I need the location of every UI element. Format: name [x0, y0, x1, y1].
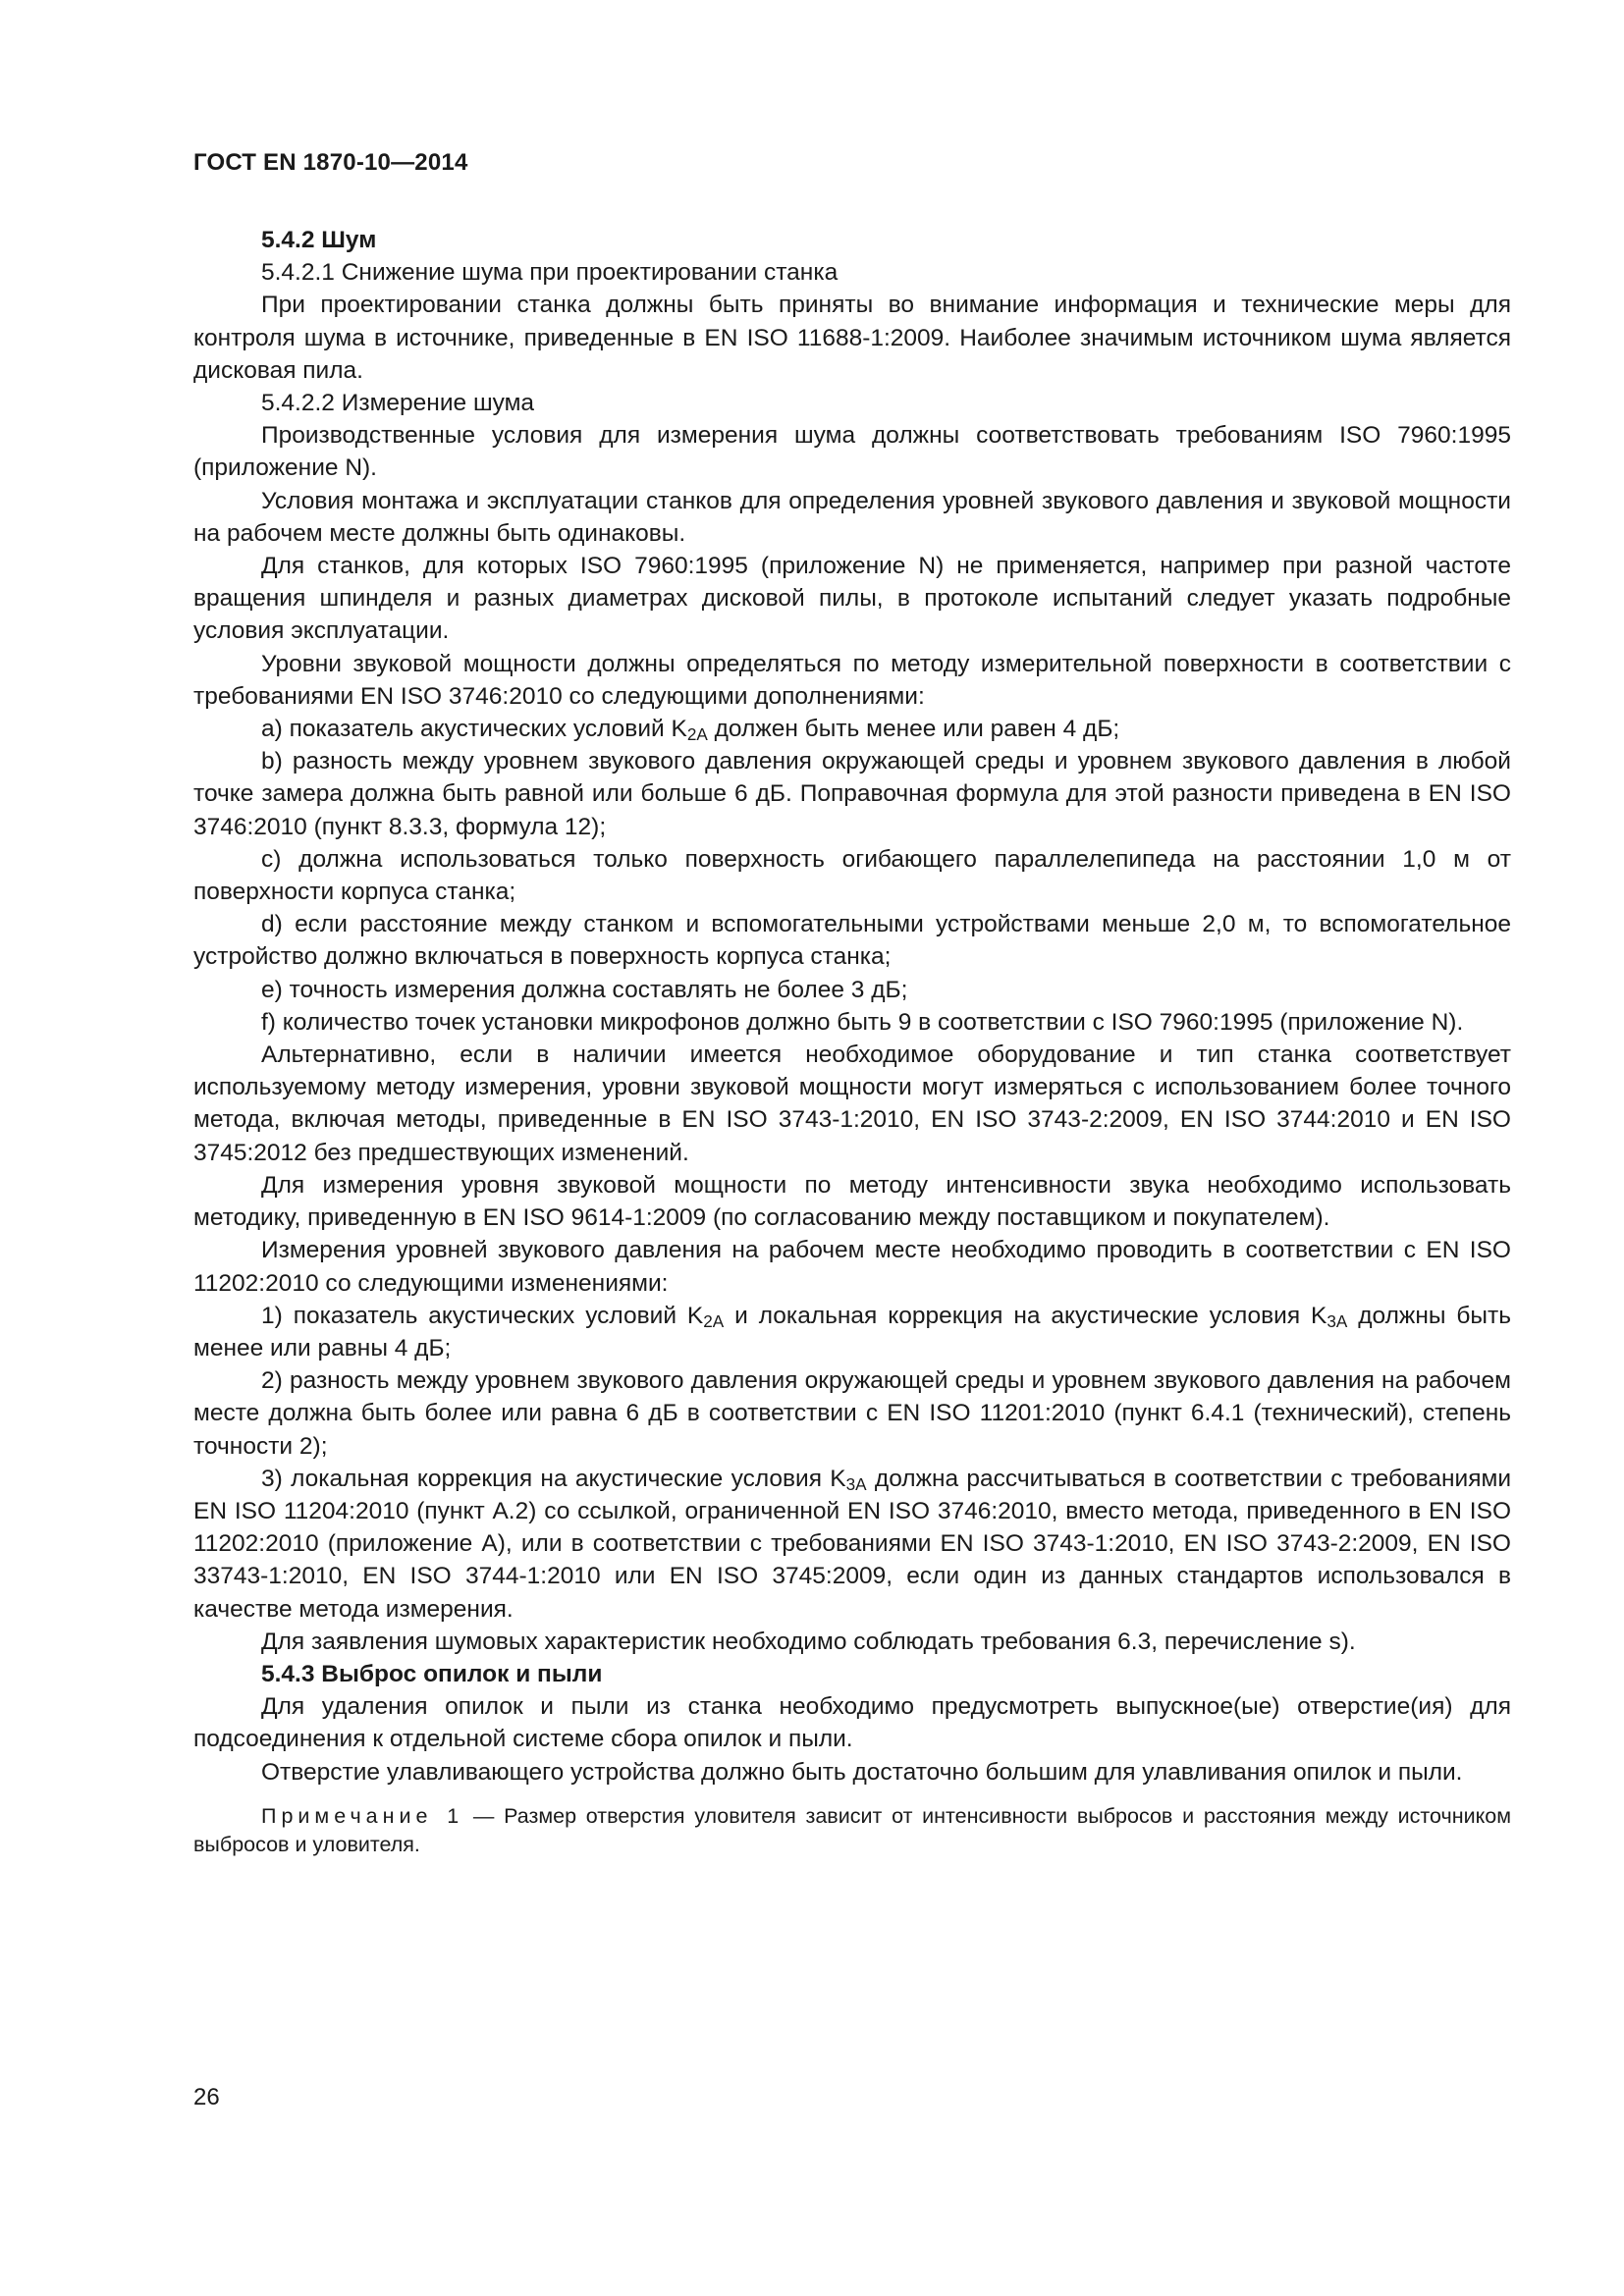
list-item-a: a) показатель акустических условий $K_{2A}$ должен быть менее или равен 4 дБ;	[261, 716, 1120, 745]
note-text: — Размер отверстия уловителя зависит от интенсивности выбросов и расстояния между источником выбросов и уловителя.	[193, 1803, 1511, 1856]
list-item-3: 3) локальная коррекция на акустические условия $K_{3A}$ должна рассчитываться в соответствии с требованиями EN ISO 11204:2010 (пункт А.2) со ссылкой, ограниченной EN ISO 3746:2010, вместо метода, приведенного в EN ISO 11202:2010 (приложение А), или в соответствии с требованиями EN ISO 3743-1:2010, EN ISO 3743-2:2009, EN ISO 33743-1:2010, EN ISO 3744-1:2010 или EN ISO 3745:2009, если один из данных стандартов использовался в качестве метода измерения.	[193, 1465, 1512, 1623]
paragraph: При проектировании станка должны быть приняты во внимание информация и технические меры для контроля шума в источнике, приведенные в EN ISO 11688-1:2009. Наиболее значимым источником шума является дисковая пила.	[193, 292, 1511, 384]
paragraph: Уровни звуковой мощности должны определяться по методу измерительной поверхности в соответствии с требованиями EN ISO 3746:2010 со следующими дополнениями:	[193, 650, 1511, 710]
list-item-2: 2) разность между уровнем звукового давления окружающей среды и уровнем звукового давления на рабочем месте должна быть более или равна 6 дБ в соответствии с EN ISO 11201:2010 (пункт 6.4.1 (технический), степень точности 2);	[193, 1367, 1511, 1460]
document-header: ГОСТ EN 1870-10—2014	[193, 149, 468, 176]
paragraph: Альтернативно, если в наличии имеется необходимое оборудование и тип станка соответствует используемому методу измерения, уровни звуковой мощности могут измеряться с использованием более точного метода, включая методы, приведенные в EN ISO 3743-1:2010, EN ISO 3743-2:2009, EN ISO 3744:2010 и EN ISO 3745:2012 без предшествующих изменений.	[193, 1041, 1511, 1166]
list-item-1: 1) показатель акустических условий $K_{2A}$ и локальная коррекция на акустические условия $K_{3A}$ должны быть менее или равны 4 дБ;	[193, 1302, 1511, 1362]
paragraph: Для измерения уровня звуковой мощности по методу интенсивности звука необходимо использовать методику, приведенную в EN ISO 9614-1:2009 (по согласованию между поставщиком и покупателем).	[193, 1171, 1511, 1232]
paragraph: Условия монтажа и эксплуатации станков для определения уровней звукового давления и звуковой мощности на рабочем месте должны быть одинаковы.	[193, 487, 1511, 547]
paragraph: Для станков, для которых ISO 7960:1995 (приложение N) не применяется, например при разной частоте вращения шпинделя и разных диаметрах дисковой пилы, в протоколе испытаний следует указать подробные условия эксплуатации.	[193, 553, 1511, 645]
section-heading-5-4-2: 5.4.2 Шум	[261, 227, 377, 253]
section-heading-5-4-3: 5.4.3 Выброс опилок и пыли	[261, 1660, 603, 1687]
document-body	[193, 224, 1511, 1859]
list-item-c: c) должна использоваться только поверхность огибающего параллелепипеда на расстоянии 1,0 м от поверхности корпуса станка;	[193, 845, 1511, 906]
note-label: Примечание 1	[261, 1803, 464, 1828]
subsection-heading-5-4-2-1: 5.4.2.1 Снижение шума при проектировании станка	[261, 259, 839, 287]
list-item-f: f) количество точек установки микрофонов должно быть 9 в соответствии с ISO 7960:1995 (приложение N).	[261, 1008, 1464, 1036]
note	[193, 1802, 1511, 1859]
paragraph: Производственные условия для измерения шума должны соответствовать требованиям ISO 7960:1995 (приложение N).	[193, 422, 1511, 482]
paragraph: Для удаления опилок и пыли из станка необходимо предусмотреть выпускное(ые) отверстие(ия) для подсоединения к отдельной системе сбора опилок и пыли.	[193, 1693, 1511, 1753]
paragraph: Измерения уровней звукового давления на рабочем месте необходимо проводить в соответствии с EN ISO 11202:2010 со следующими изменениями:	[193, 1237, 1511, 1297]
page-number: 26	[193, 2084, 220, 2110]
paragraph: Для заявления шумовых характеристик необходимо соблюдать требования 6.3, перечисление s).	[261, 1628, 1356, 1655]
list-item-b: b) разность между уровнем звукового давления окружающей среды и уровнем звукового давления в любой точке замера должна быть равной или больше 6 дБ. Поправочная формула для этой разности приведена в EN ISO 3746:2010 (пункт 8.3.3, формула 12);	[193, 748, 1511, 840]
paragraph: Отверстие улавливающего устройства должно быть достаточно большим для улавливания опилок и пыли.	[261, 1758, 1463, 1786]
list-item-e: e) точность измерения должна составлять не более 3 дБ;	[261, 976, 908, 1003]
list-item-d: d) если расстояние между станком и вспомогательными устройствами меньше 2,0 м, то вспомогательное устройство должно включаться в поверхность корпуса станка;	[193, 911, 1511, 971]
subsection-heading-5-4-2-2: 5.4.2.2 Измерение шума	[261, 390, 535, 417]
